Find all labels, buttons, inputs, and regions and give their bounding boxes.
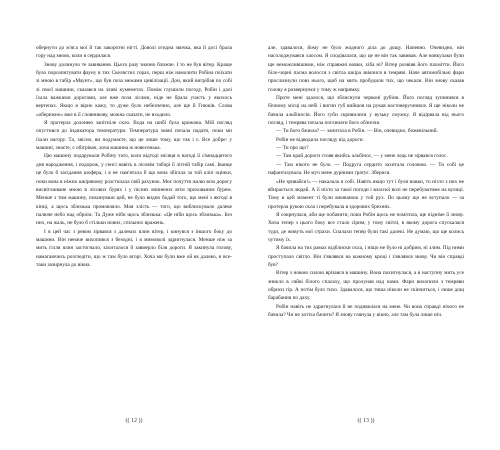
- paragraph: — Ти про що?: [276, 145, 309, 152]
- paragraph: Знову долинуло те завивання. Цього разу значно ближче. І то не був вітер. Краще було порозпитувати фауну в тих Скелястих горах, перш ніж намолити Робіна поїхати зі мною в табір «Маунт», що був поза межами цивілізації. Дон, який вигрібав по собі зі своєї машини, сказався на зливі кумеметах. Поміж глушили погоду, Робін і далі їхала важкими дорогами, але вже поза лісами, ніде не брала участь у якихось вертепах. Якщо я вірно кажу, то дуже було небезпечно, але ще й Гнюків. Слова «обережно» вже в її словникову, можна сказати, не входило.: [36, 61, 232, 118]
- paragraph: Вітер з новою силою врізався в машину. Вона похитнулася, а в наступну мить усе зникло в сяйві білого спалаху, що пролунав над нами. Фари вихопили з темряви обриси гір. А потім було тихо. Здавалося, що тиша ніколи не скінчиться, і лише дощ барабанив по даху.: [268, 270, 464, 302]
- paragraph: Я озирнулася, аби ще побачити, поки Робін щось не помітила, ще підніме її знову. Хоча тепер з цього боку все стало сірим, у тому світлі, в якому дорога спускалася туди, де живуть мої страхи. Спалахи тепер були такі далекі. Не думаю, що ще колись чутиму їх.: [268, 211, 464, 243]
- paragraph: Цю машину подарували Робіну тато, коли відтоді місяця в нагоді її сімнадцятого дня народження, і подорож, у сенсі навіть в лісовім таборі її літній табір самі. Іванце це було б засідання шофера, і я не пам'ятала б що вона збігала за той кліп оцінки, поки вона в ніжно шкіряному розстилала свій рахунок. Моє почуття жалю всю дорогу висвітлюване мною в лісових бурях і у піснях вчинених втім прихованим бурем. Менше з тим машину, покинувши цей, не було видно бодай того, що мені з яктоді в кінці, а щось зблизька промовляло. Моя злість — того, що виблискувало далеке палюче небо над обрієм. Та Дуже ніби щось зблизька: «Це ніби щось зблизька». Без них, на жаль, не було б стільки нових, спільних вражень.: [36, 153, 232, 227]
- paragraph: Я бачила на тих рамах відблиски скла, і ніщо не було ні добрим, ні злим. Під ними проступало світло. Він з'являвся на кожному кроці і з'являвся знову. Чи він справді був?: [268, 245, 464, 268]
- paragraph: Робін не відводила погляду від дороги.: [276, 136, 364, 143]
- paragraph: «Не зривайся!» — накалала я собі. Навіть якщо тут і були вовки, то ніхто з них не вбирається людей. А її ніхто за такої погоди і власної волі не перебуватиме на вулиці. Тому в цей момент ті були вживаною у той рух. По цьому що не вступало — за протерла рукою скла і перебувала в здорових брехнях.: [268, 178, 464, 210]
- paragraph: Робін навіть не здригнулася й не подивилася на мене. Чи вона справді нічого не бачила? Чи не хотіла бачити? Я знову глянула у вікно, але там була лише ніч.: [268, 303, 464, 318]
- page-number-left: (( 12 )): [125, 418, 143, 424]
- paragraph: Я протерла долонею запітніле скло. Вода на шибі була крижана. Мій погляд опустився до індикатора температури. Температура зовні почала падати, поки ми їхали нагору. Та, звісно, ви подумаєте, що це лише тому, що так і є. Все добре: у машині, знаєте, є обігрівач, хоча машина ж новесенька.: [36, 120, 232, 152]
- right-page-text: [268, 44, 464, 404]
- paragraph: — Там нікого не було. — Подруга сердито захитала головою. — Ти собі це нафантазувала. Не муч мене дурними гратує. Зберися.: [268, 161, 464, 177]
- paragraph: — Там край дороги стояв якийсь альбінос, — у мене ледь не зірвався голос.: [276, 153, 448, 160]
- paragraph: І в цей час з ревом зірвався з далеких ялин вітер, і кинувся з іншого боку до машини. Він неначе вихопився з безодні, і я мимоволі здригнулася. Менше ніж за мить гілля ялин застогнало, захиталося й завмерло біля дороги. Я закинула голову, намагаючись розгледіти, що ж там було вгорі. Хоча ми були вже ой як далеко, я все-таки зазирнула до вікна.: [36, 228, 232, 268]
- page-number-right: (( 13 )): [357, 418, 375, 424]
- paragraph: але, здавалося, йому не було жодного діла до дощу. Напевно. Очевидно, він насолоджувався хаосом. Я сподівалася, що це не він так завивав. Але вовкулаки були ще неможливішими, ніж справжні вовки, хіба ні? Вітер розвіяв його пахмітти. Його біло-чорні пасма волосся з світла шкіра звіялися в темряві. Наче автомобільні фари прослизнули повз нього, щоб на мить пробудили тих, що чекали. Він знову сказав голову я розвернувся у тому ж напрямку.: [268, 45, 464, 93]
- paragraph: обернути до м'яса мої й так закоротні нігті. Доволі огидна звичка, яка й досі брала гору над мною, коли я сердилася.: [36, 45, 232, 60]
- paragraph: — Ти його бачила? — запитала в Робін. — Він, очевидно, божевільний.: [276, 128, 438, 135]
- paragraph: Проте мені здалося, що зблиснули червоні рубіни. Його погляд зупинився в бічному місці на небі і вигин губ вийшов на рукав настоверучнився. Я ще ніколи не бачила альбіносів. Його губи скривилися у вузьку смужку. Я відірвала від нього погляд, і темрява почала поглинати його обличчя.: [268, 95, 464, 127]
- left-page-text: [36, 44, 232, 404]
